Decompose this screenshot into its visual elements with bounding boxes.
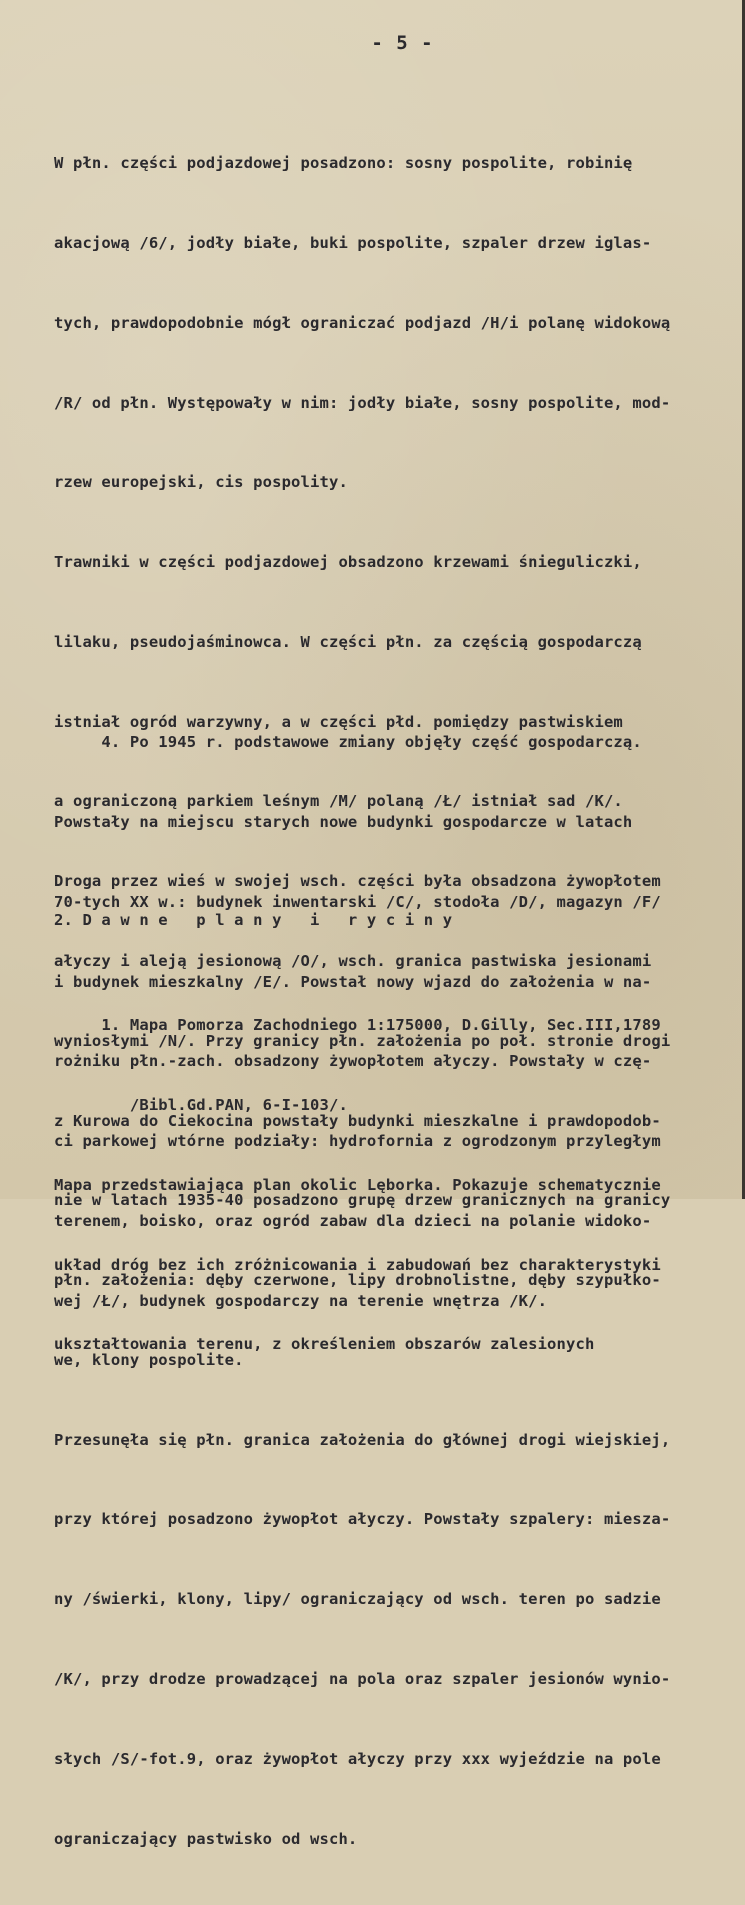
text-line: /K/, przy drodze prowadzącej na pola oraz szpaler jesionów wynio- [54, 1670, 671, 1689]
text-line: ny /świerki, klony, lipy/ ograniczający od wsch. teren po sadzie [54, 1590, 661, 1609]
text-line: z Kurowa do Ciekocina powstały budynki mieszkalne i prawdopodob- [54, 1111, 661, 1130]
text-line: tych, prawdopodobnie mógł ograniczać podjazd /H/i polanę widokową [54, 313, 671, 332]
text-line: 4. Po 1945 r. podstawowe zmiany objęły część gospodarczą. [54, 733, 642, 752]
text-line: Powstały na miejscu starych nowe budynki gospodarcze w latach [54, 812, 633, 831]
text-line: istniał ogród warzywny, a w części płd. pomiędzy pastwiskiem [54, 712, 623, 731]
text-line: a ograniczoną parkiem leśnym /M/ polaną /Ł/ istniał sad /K/. [54, 792, 623, 811]
text-line: 70-tych XX w.: budynek inwentarski /C/, stodoła /D/, magazyn /F/ [54, 892, 661, 911]
text-line: lilaku, pseudojaśminowca. W części płn. za częścią gospodarczą [54, 632, 642, 651]
text-line: /Bibl.Gd.PAN, 6-I-103/. [54, 1095, 348, 1114]
text-line: wyniosłymi /N/. Przy granicy płn. założenia po poł. stronie drogi [54, 1031, 671, 1050]
text-line: wej /Ł/, budynek gospodarczy na terenie wnętrza /K/. [54, 1291, 548, 1310]
page-number: - 5 - [371, 32, 434, 54]
text-line: /R/ od płn. Występowały w nim: jodły białe, sosny pospolite, mod- [54, 393, 671, 412]
text-line: Droga przez wieś w swojej wsch. części była obsadzona żywopłotem [54, 872, 661, 891]
text-line: słych /S/-fot.9, oraz żywopłot ałyczy przy xxx wyjeździe na pole [54, 1749, 661, 1768]
text-line: Mapa przedstawiająca plan okolic Lęborka. Pokazuje schematycznie [54, 1175, 661, 1194]
text-line: układ dróg bez ich zróżnicowania i zabudowań bez charakterystyki [54, 1255, 661, 1274]
text-line: Trawniki w części podjazdowej obsadzono krzewami śnieguliczki, [54, 553, 642, 572]
text-line: płn. założenia: dęby czerwone, lipy drobnolistne, dęby szypułko- [54, 1271, 661, 1290]
text-line: rożniku płn.-zach. obsadzony żywopłotem ałyczy. Powstały w czę- [54, 1052, 652, 1071]
text-line: nie w latach 1935-40 posadzono grupę drzew granicznych na granicy [54, 1191, 671, 1210]
text-line: ci parkowej wtórne podziały: hydrofornia z ogrodzonym przyległym [54, 1132, 661, 1151]
text-line: Przesunęła się płn. granica założenia do głównej drogi wiejskiej, [54, 1430, 671, 1449]
text-line: terenem, boisko, oraz ogród zabaw dla dzieci na polanie widoko- [54, 1211, 652, 1230]
text-line: 1. Mapa Pomorza Zachodniego 1:175000, D.Gilly, Sec.III,1789 [54, 1016, 661, 1035]
text-line: przy której posadzono żywopłot ałyczy. Powstały szpalery: miesza- [54, 1510, 671, 1529]
text-line: akacjową /6/, jodły białe, buki pospolite, szpaler drzew iglas- [54, 233, 652, 252]
text-line: we, klony pospolite. [54, 1350, 244, 1369]
text-line: W płn. części podjazdowej posadzono: sosny pospolite, robinię [54, 154, 633, 173]
text-line: ograniczający pastwisko od wsch. [54, 1829, 358, 1848]
section-heading: 2. D a w n e p l a n y i r y c i n y [54, 911, 453, 929]
text-line: i budynek mieszkalny /E/. Powstał nowy wjazd do założenia w na- [54, 972, 652, 991]
paragraph-block-old-maps [54, 959, 734, 1411]
text-line: ukształtowania terenu, z określeniem obszarów zalesionych [54, 1335, 595, 1354]
text-line: rzew europejski, cis pospolity. [54, 473, 348, 492]
text-line: ałyczy i aleją jesionową /O/, wsch. granica pastwiska jesionami [54, 952, 652, 970]
